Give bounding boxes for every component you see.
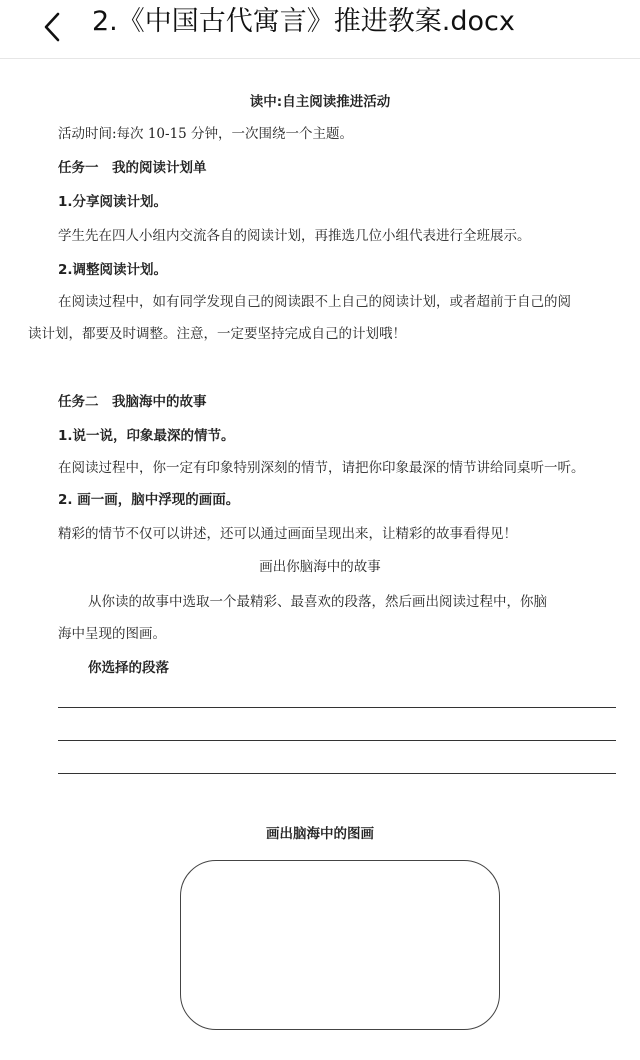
task1-item2-text-line1: 在阅读过程中，如有同学发现自己的阅读跟不上自己的阅读计划，或者超前于自己的阅 [58,294,571,310]
section-title: 读中:自主阅读推进活动 [249,94,391,110]
answer-line-1 [58,707,616,708]
task2-heading: 任务二 我脑海中的故事 [58,394,207,410]
task2-item1-text: 在阅读过程中，你一定有印象特别深刻的情节，请把你印象最深的情节讲给同桌听一听。 [58,460,585,476]
task1-item2-heading: 2.调整阅读计划。 [58,262,168,278]
task1-item1-text: 学生先在四人小组内交流各自的阅读计划，再推选几位小组代表进行全班展示。 [58,228,531,244]
task1-item2-text-line2: 读计划，都要及时调整。注意，一定要坚持完成自己的计划哦！ [28,326,406,342]
back-chevron-icon[interactable] [36,10,70,44]
worksheet-title: 画出你脑海中的故事 [259,559,381,575]
task2-item1-heading: 1.说一说，印象最深的情节。 [58,428,235,444]
answer-line-3 [58,773,616,774]
back-button[interactable] [36,10,70,44]
task1-heading: 任务一 我的阅读计划单 [58,160,207,176]
paragraph-label: 你选择的段落 [88,660,169,676]
task1-item1-heading: 1.分享阅读计划。 [58,194,168,210]
worksheet-text-line2: 海中呈现的图画。 [58,626,166,642]
answer-line-2 [58,740,616,741]
worksheet-text-line1: 从你读的故事中选取一个最精彩、最喜欢的段落，然后画出阅读过程中，你脑 [88,594,547,610]
document-title: 2.《中国古代寓言》推进教案.docx [92,6,515,37]
drawing-title: 画出脑海中的图画 [266,826,374,842]
task2-item2-heading: 2. 画一画，脑中浮现的画面。 [58,492,240,508]
top-bar [0,0,640,59]
task2-item2-text: 精彩的情节不仅可以讲述，还可以通过画面呈现出来，让精彩的故事看得见！ [58,526,517,542]
activity-time-text: 活动时间:每次 10-15 分钟，一次围绕一个主题。 [58,126,354,142]
drawing-box [180,860,500,1030]
